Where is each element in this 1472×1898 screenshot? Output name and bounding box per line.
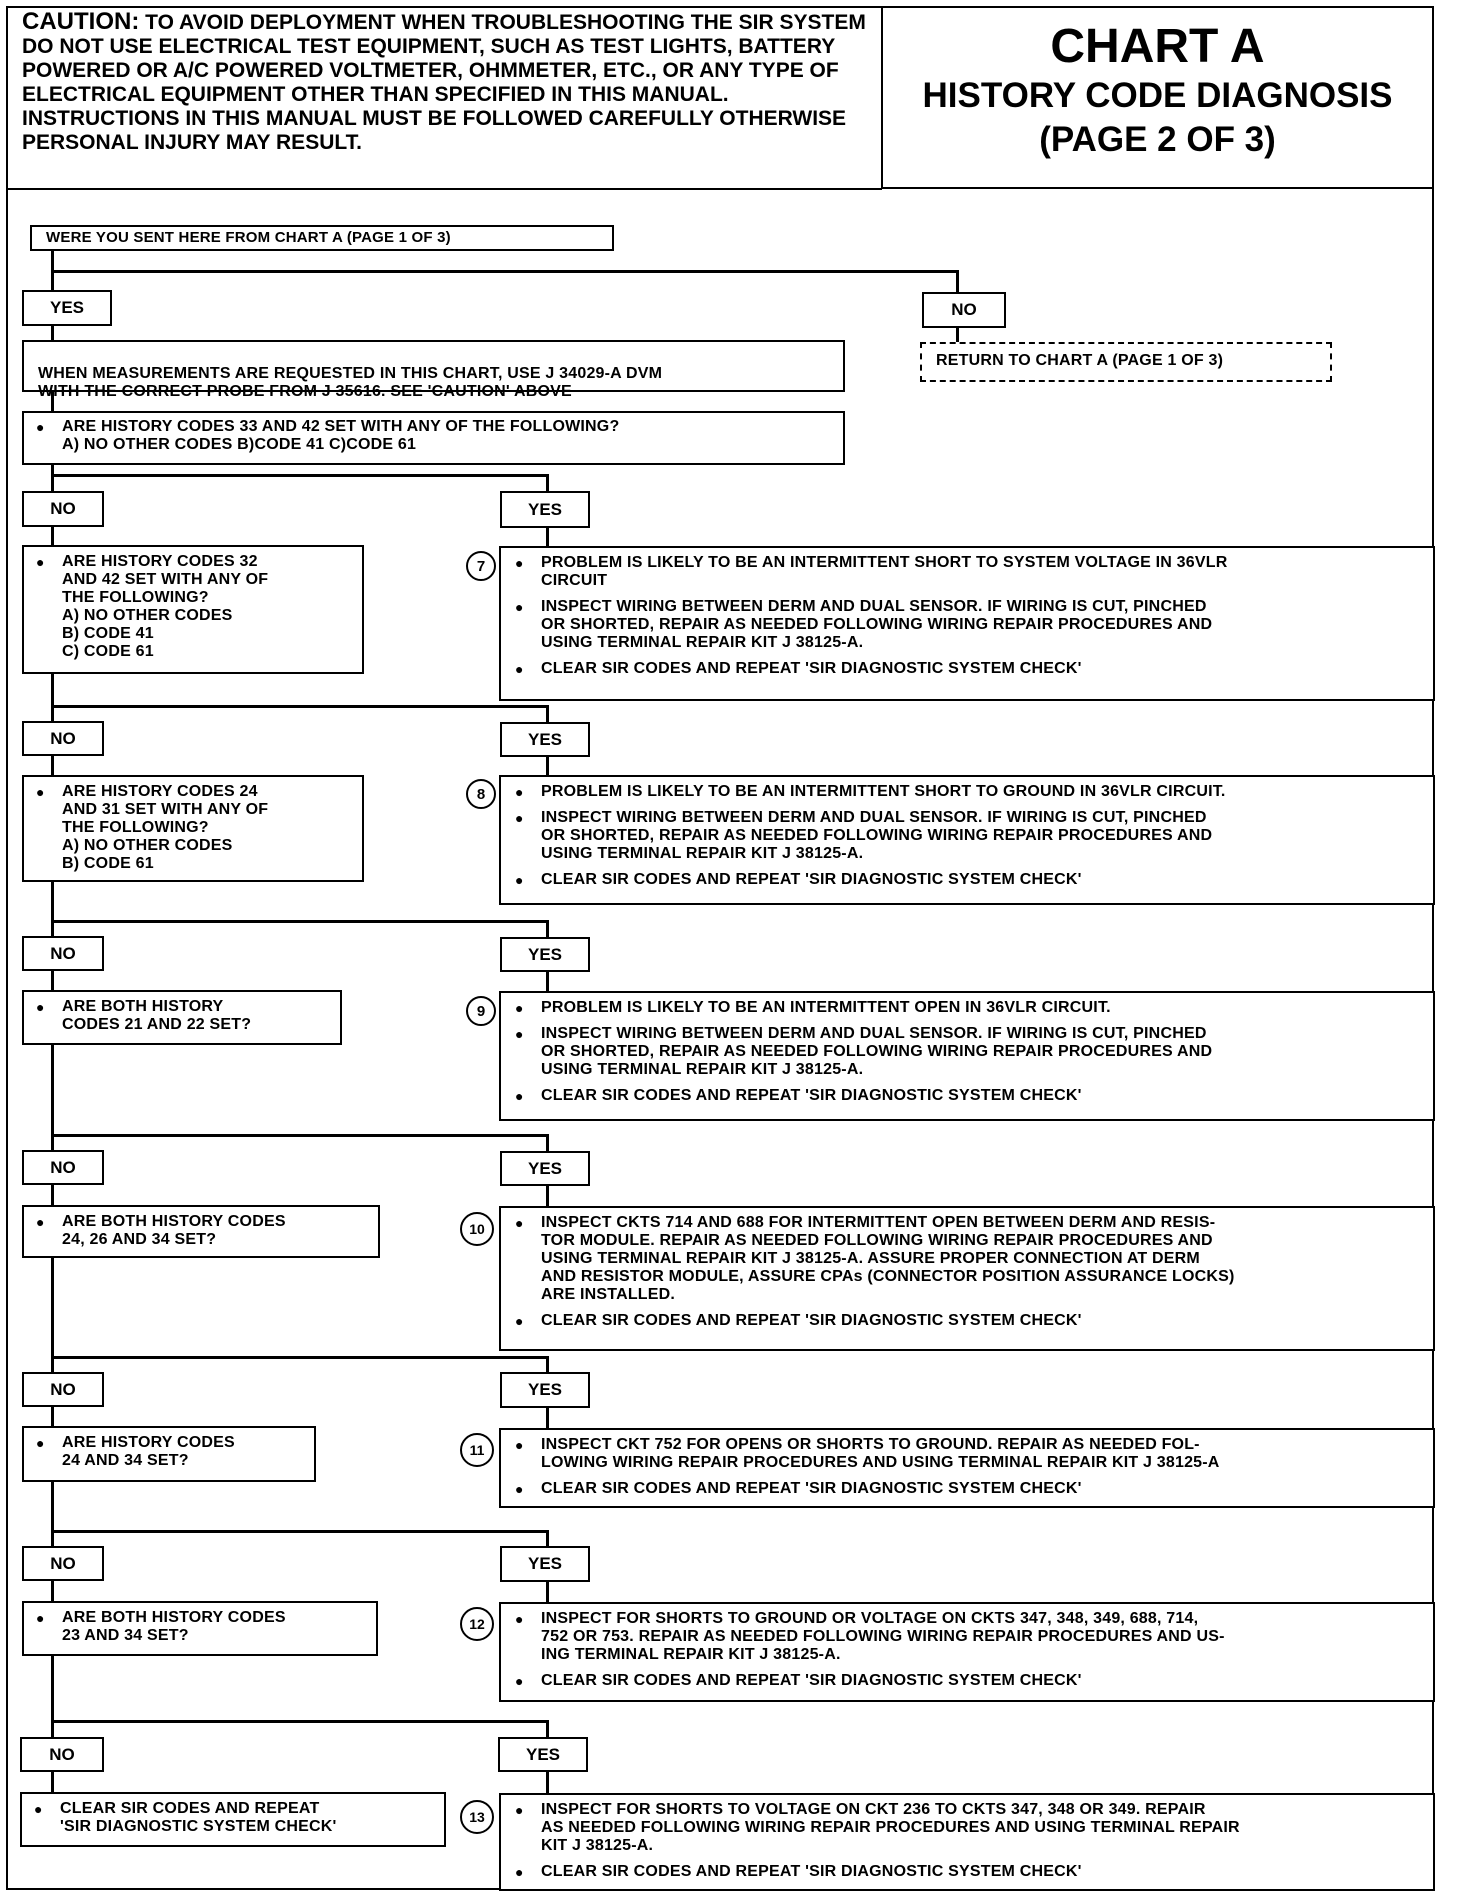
flow-line (51, 1184, 54, 1206)
flow-line (546, 1581, 549, 1603)
no-label-q0 (22, 491, 104, 527)
action-text: INSPECT CKTS 714 AND 688 FOR INTERMITTENT OPEN BETWEEN DERM AND RESIS- TOR MODULE. REPAIR AS NEEDED FOLLOWING WIRING REPAIR PROCEDURES AND USING TERMINAL REPAIR KIT J 38125-A. ASSURE PROPER CONNECTION AT DERM AND RESISTOR MODULE, ASSURE CPAs (CONNECTOR POSITION ASSURANCE LOCKS) ARE INSTALLED. (541, 1214, 1235, 1303)
yes-text: YES (527, 1158, 563, 1178)
question-codes-24-34 (22, 1426, 316, 1482)
flow-line (546, 972, 549, 992)
yes-label-start (22, 290, 112, 326)
question-codes-24-31 (22, 775, 364, 882)
bullet-icon: ● (36, 784, 45, 800)
question-text: CLEAR SIR CODES AND REPEAT 'SIR DIAGNOSTIC SYSTEM CHECK' (60, 1800, 337, 1835)
flow-line (51, 474, 549, 477)
no-text: NO (50, 1157, 76, 1177)
step-number-text: 9 (476, 1002, 486, 1020)
question-codes-23-34 (22, 1601, 378, 1656)
flow-line (51, 1654, 54, 1738)
flow-line (546, 705, 549, 722)
bullet-icon: ● (515, 784, 524, 800)
yes-label-q6 (498, 1737, 588, 1772)
caution-notice (22, 10, 880, 188)
flow-line (51, 920, 549, 923)
action-box-10 (499, 1206, 1435, 1351)
action-text: PROBLEM IS LIKELY TO BE AN INTERMITTENT OPEN IN 36VLR CIRCUIT. (541, 999, 1111, 1016)
question-codes-32-42 (22, 545, 364, 674)
flow-line (546, 920, 549, 937)
flow-line (546, 1134, 549, 1151)
action-text: PROBLEM IS LIKELY TO BE AN INTERMITTENT SHORT TO SYSTEM VOLTAGE IN 36VLR CIRCUIT (541, 554, 1228, 589)
action-text: INSPECT FOR SHORTS TO VOLTAGE ON CKT 236 TO CKTS 347, 348 OR 349. REPAIR AS NEEDED FOLLOWING WIRING REPAIR PROCEDURES AND USING TERMINAL REPAIR KIT J 38125-A. (541, 1801, 1240, 1854)
action-text: INSPECT WIRING BETWEEN DERM AND DUAL SENSOR. IF WIRING IS CUT, PINCHED OR SHORTED, REPAIR AS NEEDED FOLLOWING WIRING REPAIR PROCEDURES AND USING TERMINAL REPAIR KIT J 38125-A. (541, 809, 1213, 862)
action-text: CLEAR SIR CODES AND REPEAT 'SIR DIAGNOSTIC SYSTEM CHECK' (541, 660, 1082, 677)
measurement-note-box (22, 340, 845, 400)
bullet-icon: ● (515, 1864, 524, 1880)
no-text: NO (50, 943, 76, 963)
caution-label: CAUTION: (22, 8, 140, 35)
flow-line (51, 754, 54, 776)
question-codes-33-42 (22, 411, 845, 465)
flow-line (51, 1480, 54, 1546)
flow-line (51, 526, 54, 546)
action-box-8 (499, 775, 1435, 905)
flow-line (546, 1407, 549, 1428)
step-number-text: 12 (469, 1616, 485, 1632)
action-text: CLEAR SIR CODES AND REPEAT 'SIR DIAGNOSTIC SYSTEM CHECK' (541, 1480, 1082, 1497)
header-divider (6, 188, 882, 190)
return-to-chart-box (920, 342, 1332, 382)
action-text: INSPECT FOR SHORTS TO GROUND OR VOLTAGE ON CKTS 347, 348, 349, 688, 714, 752 OR 753. REPAIR AS NEEDED FOLLOWING WIRING REPAIR PROCEDURES AND US- ING TERMINAL REPAIR KIT J 38125-A. (541, 1610, 1225, 1663)
action-text: INSPECT WIRING BETWEEN DERM AND DUAL SENSOR. IF WIRING IS CUT, PINCHED OR SHORTED, REPAIR AS NEEDED FOLLOWING WIRING REPAIR PROCEDURES AND USING TERMINAL REPAIR KIT J 38125-A. (541, 598, 1213, 651)
bullet-icon: ● (515, 872, 524, 888)
bullet-icon: ● (36, 1435, 45, 1451)
yes-label-q5 (500, 1546, 590, 1582)
chart-title: CHART A (1050, 20, 1265, 73)
yes-label-q0 (500, 491, 590, 528)
no-label-q1 (22, 721, 104, 756)
action-text: CLEAR SIR CODES AND REPEAT 'SIR DIAGNOSTIC SYSTEM CHECK' (541, 871, 1082, 888)
step-number-12 (460, 1607, 494, 1641)
action-box-7 (499, 546, 1435, 701)
bullet-icon: ● (515, 555, 524, 571)
step-number-7 (466, 551, 496, 581)
chart-subtitle: HISTORY CODE DIAGNOSIS (922, 76, 1393, 115)
flow-line (51, 880, 54, 936)
step-number-8 (466, 779, 496, 809)
no-label-q2 (22, 936, 104, 971)
bullet-icon: ● (36, 419, 45, 435)
bullet-icon: ● (515, 1802, 524, 1818)
step-number-text: 13 (469, 1809, 485, 1825)
no-text: NO (50, 1379, 76, 1399)
yes-label-q3 (500, 1151, 590, 1186)
action-text: PROBLEM IS LIKELY TO BE AN INTERMITTENT SHORT TO GROUND IN 36VLR CIRCUIT. (541, 783, 1226, 800)
step-number-10 (460, 1212, 494, 1246)
flow-line (51, 1356, 549, 1359)
question-text: ARE HISTORY CODES 33 AND 42 SET WITH ANY OF THE FOLLOWING? A) NO OTHER CODES B)CODE 41 C)CODE 61 (62, 418, 620, 453)
bullet-icon: ● (515, 1313, 524, 1329)
step-number-11 (460, 1433, 494, 1467)
flow-line (51, 1406, 54, 1428)
yes-text: YES (527, 1554, 563, 1573)
no-label-q4 (22, 1372, 104, 1407)
flow-line (51, 705, 549, 708)
flow-line (51, 1530, 549, 1533)
bullet-icon: ● (34, 1801, 43, 1817)
flow-line (546, 474, 549, 492)
flow-line (956, 327, 959, 343)
question-codes-24-26-34 (22, 1205, 380, 1258)
no-label-q5 (22, 1546, 104, 1581)
action-text: INSPECT CKT 752 FOR OPENS OR SHORTS TO GROUND. REPAIR AS NEEDED FOL- LOWING WIRING REPAIR PROCEDURES AND USING TERMINAL REPAIR KIT J 38125-A (541, 1436, 1220, 1471)
flow-line (51, 463, 54, 491)
action-text: INSPECT WIRING BETWEEN DERM AND DUAL SENSOR. IF WIRING IS CUT, PINCHED OR SHORTED, REPAIR AS NEEDED FOLLOWING WIRING REPAIR PROCEDURES AND USING TERMINAL REPAIR KIT J 38125-A. (541, 1025, 1213, 1078)
flow-line (51, 270, 959, 273)
question-text: ARE HISTORY CODES 24 AND 31 SET WITH ANY OF THE FOLLOWING? A) NO OTHER CODES B) CODE 61 (62, 783, 269, 872)
flow-line (51, 1720, 549, 1723)
action-box-12 (499, 1602, 1435, 1702)
question-text: ARE BOTH HISTORY CODES 24, 26 AND 34 SET? (62, 1213, 286, 1248)
step-number-text: 10 (469, 1221, 485, 1237)
bullet-icon: ● (515, 1088, 524, 1104)
bullet-icon: ● (515, 1000, 524, 1016)
flow-line (51, 326, 54, 340)
no-text: NO (49, 1744, 75, 1764)
yes-text: YES (525, 1744, 561, 1764)
flow-line (956, 270, 959, 292)
start-question-text: WERE YOU SENT HERE FROM CHART A (PAGE 1 OF 3) (46, 229, 451, 246)
step-number-text: 8 (476, 785, 486, 803)
no-text: NO (951, 300, 977, 319)
question-text: ARE HISTORY CODES 32 AND 42 SET WITH ANY OF THE FOLLOWING? A) NO OTHER CODES B) CODE 41 C) CODE 61 (62, 553, 269, 660)
final-clear-codes-box (20, 1792, 446, 1847)
action-box-13 (499, 1793, 1435, 1891)
no-label-q6 (20, 1737, 104, 1772)
step-number-13 (460, 1800, 494, 1834)
yes-text: YES (527, 499, 563, 519)
no-text: NO (50, 499, 76, 518)
flow-line (51, 672, 54, 722)
bullet-icon: ● (515, 1611, 524, 1627)
flow-line (51, 1771, 54, 1793)
yes-text: YES (527, 944, 563, 964)
yes-label-q2 (500, 937, 590, 972)
no-text: NO (50, 1553, 76, 1573)
flow-line (51, 970, 54, 990)
flow-line (51, 1580, 54, 1602)
flow-line (546, 1530, 549, 1547)
no-label-q3 (22, 1150, 104, 1185)
bullet-icon: ● (515, 1026, 524, 1042)
title-box (881, 6, 1434, 189)
bullet-icon: ● (515, 599, 524, 615)
no-label-start (922, 292, 1006, 328)
flow-line (51, 1134, 549, 1137)
question-codes-21-22 (22, 990, 342, 1045)
flow-line (546, 1356, 549, 1373)
flow-line (546, 527, 549, 547)
action-text: CLEAR SIR CODES AND REPEAT 'SIR DIAGNOSTIC SYSTEM CHECK' (541, 1672, 1082, 1689)
question-text: ARE HISTORY CODES 24 AND 34 SET? (62, 1434, 235, 1469)
bullet-icon: ● (36, 1214, 45, 1230)
no-text: NO (50, 728, 76, 748)
step-number-9 (466, 996, 496, 1026)
action-text: CLEAR SIR CODES AND REPEAT 'SIR DIAGNOSTIC SYSTEM CHECK' (541, 1863, 1082, 1880)
flow-line (546, 1720, 549, 1737)
yes-text: YES (527, 729, 563, 749)
flow-line (51, 1256, 54, 1372)
measurement-note-text: WHEN MEASUREMENTS ARE REQUESTED IN THIS CHART, USE J 34029-A DVM WITH THE CORRECT PROBE FROM J 35616. SEE 'CAUTION' ABOVE (38, 365, 663, 400)
flow-line (546, 1186, 549, 1206)
flow-line (546, 1771, 549, 1793)
action-box-11 (499, 1428, 1435, 1508)
chart-page: (PAGE 2 OF 3) (1039, 120, 1276, 159)
bullet-icon: ● (515, 810, 524, 826)
bullet-icon: ● (515, 1673, 524, 1689)
action-box-9 (499, 991, 1435, 1121)
yes-text: YES (49, 298, 85, 317)
yes-text: YES (527, 1380, 563, 1399)
yes-label-q4 (500, 1372, 590, 1408)
return-note-text: RETURN TO CHART A (PAGE 1 OF 3) (936, 352, 1224, 369)
caution-text: TO AVOID DEPLOYMENT WHEN TROUBLESHOOTING THE SIR SYSTEM DO NOT USE ELECTRICAL TEST EQUIPMENT, SUCH AS TEST LIGHTS, BATTERY POWERED OR A/C POWERED VOLTMETER, OHMMETER, ETC., OR ANY TYPE OF ELECTRICAL EQUIPMENT OTHER THAN SPECIFIED IN THIS MANUAL. INSTRUCTIONS IN THIS MANUAL MUST BE FOLLOWED CAREFULLY OTHERWISE PERSONAL INJURY MAY RESULT. (22, 11, 866, 154)
bullet-icon: ● (515, 1215, 524, 1231)
step-number-text: 7 (476, 557, 486, 575)
start-question-box (30, 225, 614, 251)
bullet-icon: ● (515, 1481, 524, 1497)
bullet-icon: ● (36, 554, 45, 570)
bullet-icon: ● (36, 1610, 45, 1626)
action-text: CLEAR SIR CODES AND REPEAT 'SIR DIAGNOSTIC SYSTEM CHECK' (541, 1312, 1082, 1329)
flow-line (546, 756, 549, 776)
step-number-text: 11 (469, 1442, 485, 1458)
bullet-icon: ● (515, 1437, 524, 1453)
question-text: ARE BOTH HISTORY CODES 23 AND 34 SET? (62, 1609, 286, 1644)
bullet-icon: ● (36, 999, 45, 1015)
bullet-icon: ● (515, 661, 524, 677)
question-text: ARE BOTH HISTORY CODES 21 AND 22 SET? (62, 998, 252, 1033)
action-text: CLEAR SIR CODES AND REPEAT 'SIR DIAGNOSTIC SYSTEM CHECK' (541, 1087, 1082, 1104)
yes-label-q1 (500, 722, 590, 757)
